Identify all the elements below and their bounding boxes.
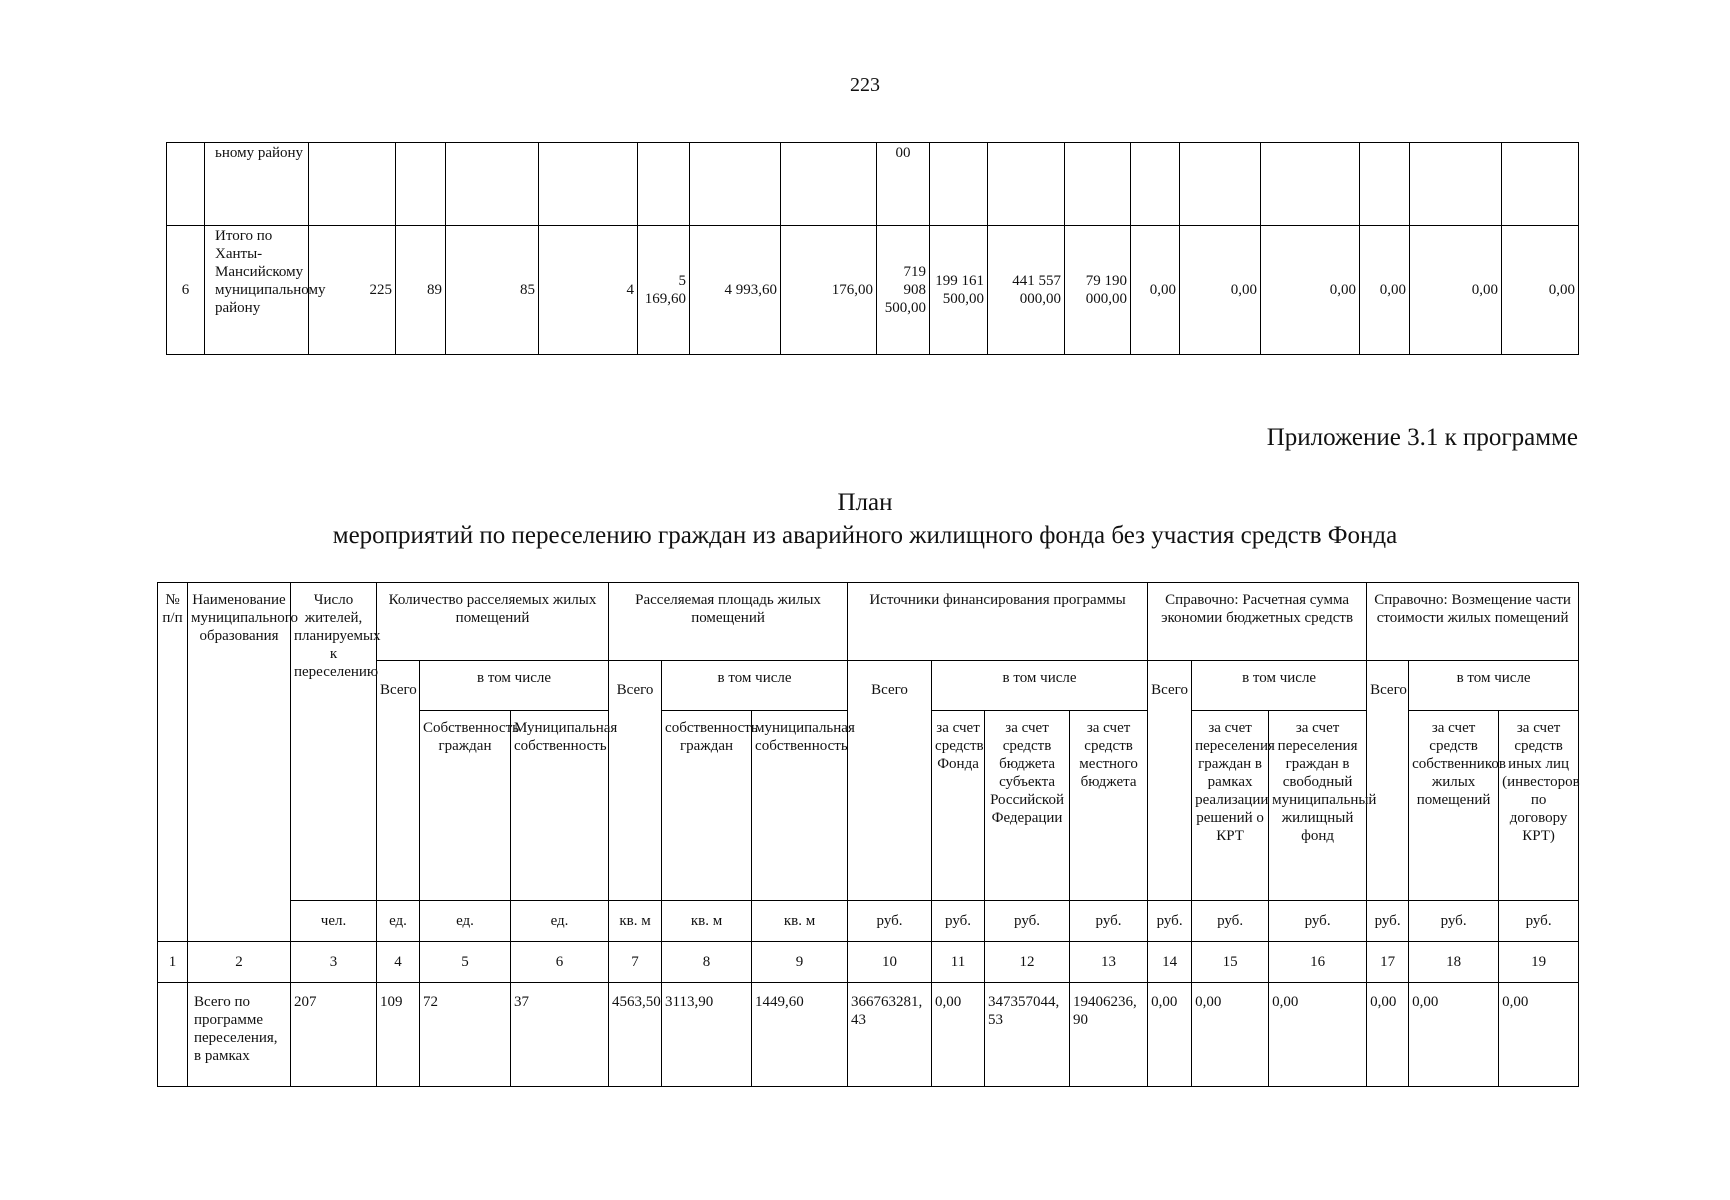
col-header-units-own: Собственность граждан — [420, 711, 511, 901]
unit-cell: руб. — [1148, 901, 1192, 942]
column-number: 17 — [1367, 942, 1409, 983]
col-header-units-group: Количество расселяемых жилых помещений — [377, 583, 609, 661]
column-number: 16 — [1269, 942, 1367, 983]
unit-cell: руб. — [932, 901, 985, 942]
cell-value: 0,00 — [1261, 226, 1360, 355]
cell-value: 3113,90 — [662, 983, 752, 1087]
column-number: 5 — [420, 942, 511, 983]
col-header-total: Всего — [1367, 661, 1409, 901]
column-number: 13 — [1070, 942, 1148, 983]
column-number: 7 — [609, 942, 662, 983]
table-row — [158, 983, 1579, 1087]
col-header-total: Всего — [609, 661, 662, 901]
col-header-economy-group: Справочно: Расчетная сумма экономии бюджетных средств — [1148, 583, 1367, 661]
col-header-comp-owners: за счет средств собственников жилых помещений — [1409, 711, 1499, 901]
unit-cell: ед. — [420, 901, 511, 942]
cell-value: 199 161 500,00 — [930, 226, 988, 355]
cell-value: 441 557 000,00 — [988, 226, 1065, 355]
column-number: 12 — [985, 942, 1070, 983]
cell-value: 0,00 — [1499, 983, 1579, 1087]
col-header-in-that: в том числе — [662, 661, 848, 711]
col-header-total: Всего — [377, 661, 420, 901]
cell-value: 347357044,53 — [985, 983, 1070, 1087]
cell-value: 0,00 — [1410, 226, 1502, 355]
column-number: 1 — [158, 942, 188, 983]
cell-value: 0,00 — [1131, 226, 1180, 355]
cell-value: 366763281,43 — [848, 983, 932, 1087]
col-header-eco-free: за счет переселения граждан в свободный муниципальный жилищный фонд — [1269, 711, 1367, 901]
cell-value: 0,00 — [1180, 226, 1261, 355]
column-number: 6 — [511, 942, 609, 983]
column-number: 2 — [188, 942, 291, 983]
column-number: 9 — [752, 942, 848, 983]
plan-title-line2: мероприятий по переселению граждан из аварийного жилищного фонда без участия средств Фонда — [332, 522, 1398, 549]
column-number: 14 — [1148, 942, 1192, 983]
col-header-name: Наименование муниципального образования — [188, 583, 291, 942]
column-number: 19 — [1499, 942, 1579, 983]
cell-value: 5 169,60 — [638, 226, 690, 355]
unit-cell: руб. — [1499, 901, 1579, 942]
col-header-area-mun: муниципальная собственность — [752, 711, 848, 901]
cell-value: 0,00 — [1409, 983, 1499, 1087]
cell-value: 176,00 — [781, 226, 877, 355]
col-header-in-that: в том числе — [420, 661, 609, 711]
col-header-eco-krt: за счет переселения граждан в рамках реализации решений о КРТ — [1192, 711, 1269, 901]
unit-cell: руб. — [1070, 901, 1148, 942]
col-header-units-mun: Муниципальная собственность — [511, 711, 609, 901]
col-header-num: № п/п — [158, 583, 188, 942]
col-header-area-own: собственность граждан — [662, 711, 752, 901]
continuation-table — [166, 142, 1579, 355]
unit-cell: кв. м — [609, 901, 662, 942]
column-number: 18 — [1409, 942, 1499, 983]
cell-value: 4563,50 — [609, 983, 662, 1087]
header-row — [158, 583, 1579, 661]
plan-title-line1: План — [837, 489, 893, 516]
cell-value: 109 — [377, 983, 420, 1087]
col-header-fin-fund: за счет средств Фонда — [932, 711, 985, 901]
cell-value: 207 — [291, 983, 377, 1087]
cell-value: 225 — [309, 226, 396, 355]
cell-value: 85 — [446, 226, 539, 355]
plan-title — [0, 486, 1730, 552]
col-header-in-that: в том числе — [932, 661, 1148, 711]
municipality-name: Всего по программе переселения, в рамках — [188, 983, 291, 1087]
column-number: 8 — [662, 942, 752, 983]
cell-value: 719 908 500,00 — [877, 226, 930, 355]
column-number: 4 — [377, 942, 420, 983]
unit-cell: чел. — [291, 901, 377, 942]
cell-value: 00 — [877, 143, 930, 226]
cell-value: 0,00 — [1360, 226, 1410, 355]
col-header-comp-others: за счет средств иных лиц (инвесторов по договору КРТ) — [1499, 711, 1579, 901]
municipality-name: ьному районy — [205, 143, 309, 226]
col-header-area-group: Расселяемая площадь жилых помещений — [609, 583, 848, 661]
page-number: 223 — [850, 74, 880, 96]
unit-cell: кв. м — [662, 901, 752, 942]
cell-value: 0,00 — [1269, 983, 1367, 1087]
cell-value: 0,00 — [1502, 226, 1579, 355]
col-header-total: Всего — [848, 661, 932, 901]
col-header-finance-group: Источники финансирования программы — [848, 583, 1148, 661]
table-row — [167, 226, 1579, 355]
col-header-compensation-group: Справочно: Возмещение части стоимости жилых помещений — [1367, 583, 1579, 661]
column-number: 3 — [291, 942, 377, 983]
table-row — [167, 143, 1579, 226]
unit-cell: руб. — [1269, 901, 1367, 942]
unit-cell: руб. — [848, 901, 932, 942]
cell-value: 72 — [420, 983, 511, 1087]
resettlement-plan-table — [157, 582, 1579, 1087]
unit-cell: руб. — [1192, 901, 1269, 942]
units-row — [158, 901, 1579, 942]
column-numbers-row — [158, 942, 1579, 983]
unit-cell: руб. — [985, 901, 1070, 942]
cell-value: 0,00 — [1367, 983, 1409, 1087]
col-header-residents: Число жителей, планируемых к переселению — [291, 583, 377, 901]
cell-value: 1449,60 — [752, 983, 848, 1087]
cell-value: 4 — [539, 226, 638, 355]
col-header-in-that: в том числе — [1192, 661, 1367, 711]
cell-value: 19406236,90 — [1070, 983, 1148, 1087]
col-header-fin-subject: за счет средств бюджета субъекта Российской Федерации — [985, 711, 1070, 901]
cell-value: 0,00 — [1192, 983, 1269, 1087]
unit-cell: руб. — [1409, 901, 1499, 942]
column-number: 10 — [848, 942, 932, 983]
column-number: 11 — [932, 942, 985, 983]
cell-value: 0,00 — [1148, 983, 1192, 1087]
cell-value: 79 190 000,00 — [1065, 226, 1131, 355]
unit-cell: ед. — [511, 901, 609, 942]
unit-cell: кв. м — [752, 901, 848, 942]
cell-value: 89 — [396, 226, 446, 355]
row-index: 6 — [167, 226, 205, 355]
unit-cell: руб. — [1367, 901, 1409, 942]
column-number: 15 — [1192, 942, 1269, 983]
cell-value: 4 993,60 — [690, 226, 781, 355]
cell-value: 37 — [511, 983, 609, 1087]
col-header-in-that: в том числе — [1409, 661, 1579, 711]
cell-value: 0,00 — [932, 983, 985, 1087]
appendix-label: Приложение 3.1 к программе — [1266, 424, 1578, 451]
col-header-fin-local: за счет средств местного бюджета — [1070, 711, 1148, 901]
municipality-name: Итого по Ханты-Мансийскому муниципальному району — [205, 226, 309, 355]
col-header-total: Всего — [1148, 661, 1192, 901]
unit-cell: ед. — [377, 901, 420, 942]
